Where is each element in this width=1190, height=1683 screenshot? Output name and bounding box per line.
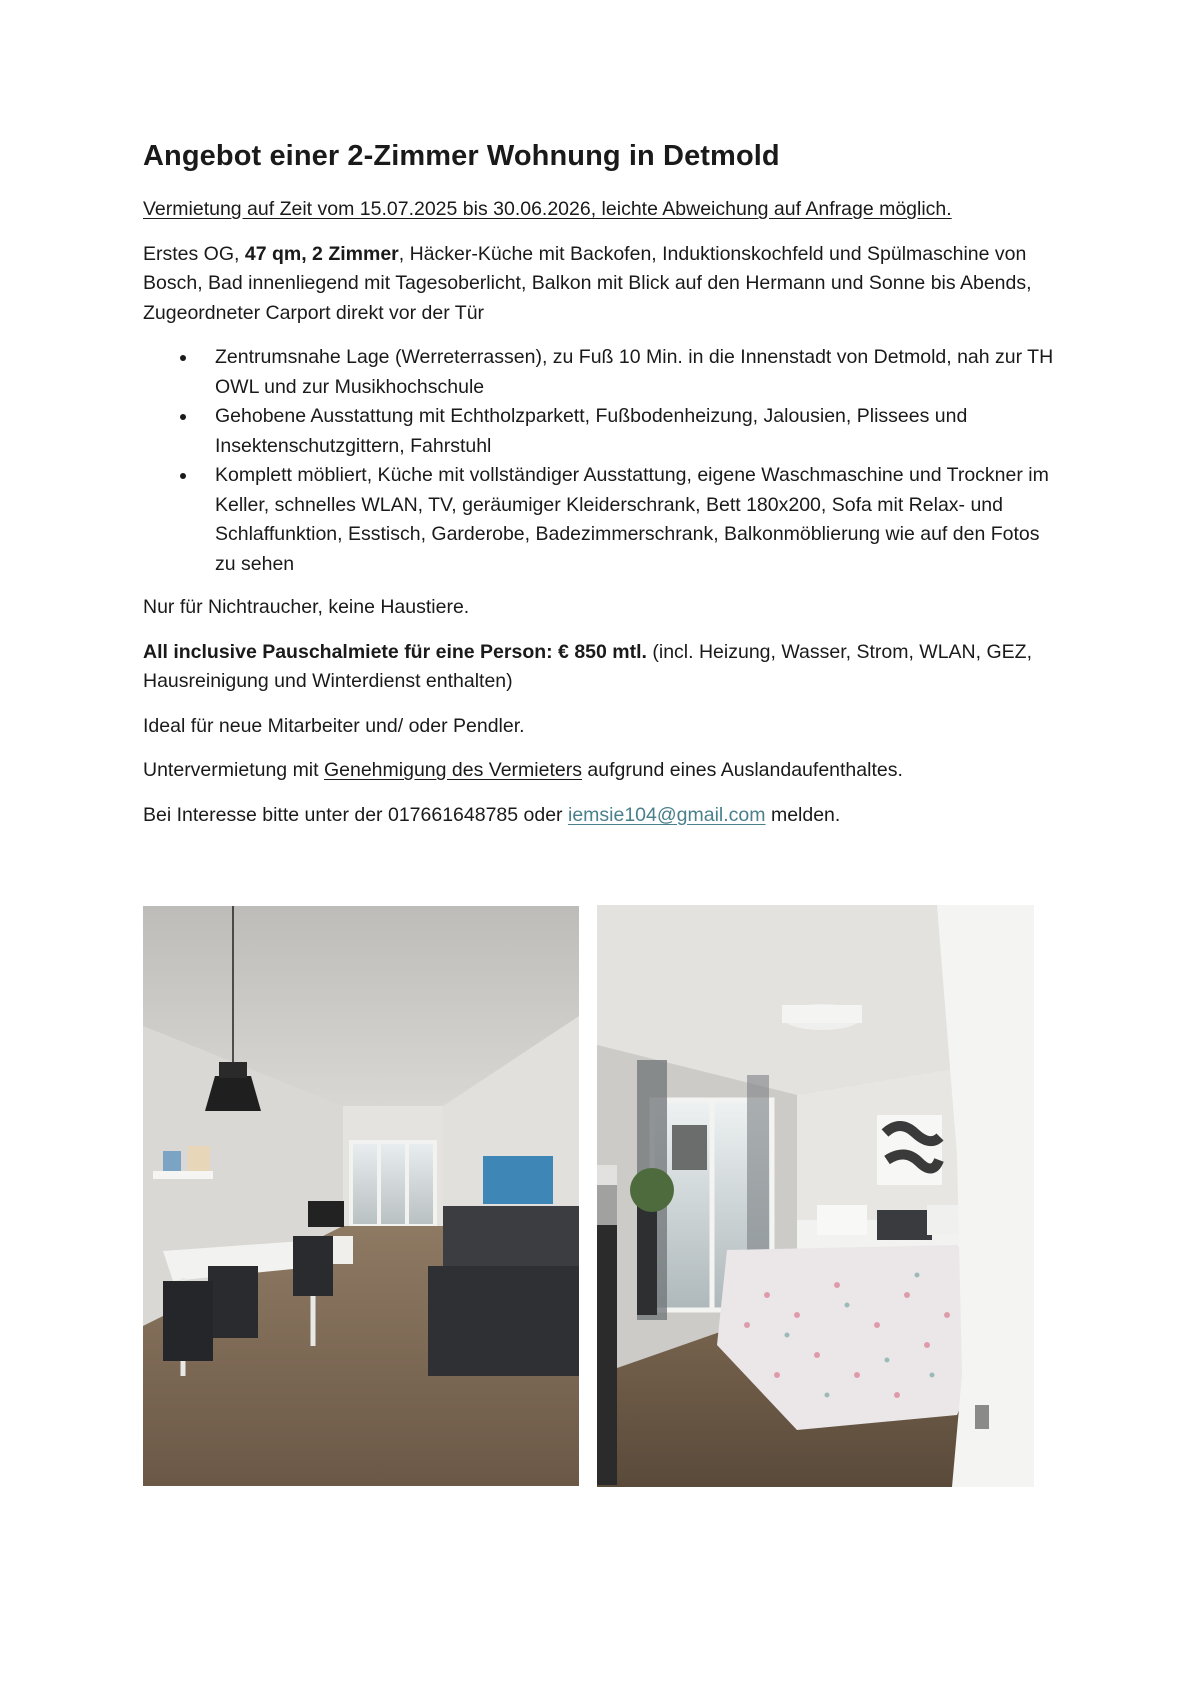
sublet-rest: aufgrund eines Auslandaufenthaltes.	[581, 759, 903, 781]
sublet-underlined: Genehmigung des Vermieters	[323, 759, 582, 781]
contact-prefix: Bei Interesse bitte unter der 017661648785 oder	[143, 803, 568, 826]
price-paragraph	[143, 638, 1063, 697]
intro-rest: , Häcker-Küche mit Backofen, Induktionskochfeld und Spülmaschine von Bosch, Bad innenliegend mit Tagesoberlicht, Balkon mit Blick auf den Hermann und Sonne bis Abends, Zugeordneter Carport direkt vor der Tür	[143, 242, 1032, 324]
ideal-note: Ideal für neue Mitarbeiter und/ oder Pendler.	[143, 714, 525, 737]
page-title: Angebot einer 2-Zimmer Wohnung in Detmold	[143, 140, 780, 172]
intro-bold: 47 qm, 2 Zimmer	[244, 242, 399, 265]
price-bold: All inclusive Pauschalmiete für eine Person: € 850 mtl.	[143, 640, 647, 663]
contact-paragraph	[143, 801, 1063, 831]
list-item: Gehobene Ausstattung mit Echtholzparkett, Fußbodenheizung, Jalousien, Plissees und Insektenschutzgittern, Fahrstuhl	[215, 402, 1063, 461]
list-item: Zentrumsnahe Lage (Werreterrassen), zu Fuß 10 Min. in die Innenstadt von Detmold, nah zur TH OWL und zur Musikhochschule	[215, 343, 1063, 402]
living-room-photo	[143, 906, 579, 1486]
email-link[interactable]: iemsie104@gmail.com	[567, 803, 766, 826]
sublet-prefix: Untervermietung mit	[143, 759, 324, 781]
no-smoking-note: Nur für Nichtraucher, keine Haustiere.	[143, 596, 470, 618]
sublet-paragraph	[143, 756, 1063, 786]
bedroom-photo	[597, 905, 1034, 1487]
price-rest: (incl. Heizung, Wasser, Strom, WLAN, GEZ, Hausreinigung und Winterdienst enthalten)	[143, 640, 1032, 692]
rental-period-text: Vermietung auf Zeit vom 15.07.2025 bis 30.06.2026, leichte Abweichung auf Anfrage möglich.	[143, 198, 952, 220]
intro-prefix: Erstes OG,	[143, 242, 245, 265]
document-content	[143, 140, 1063, 845]
feature-list	[143, 343, 1063, 579]
contact-rest: melden.	[765, 803, 841, 826]
intro-paragraph	[143, 240, 1063, 329]
rental-period	[143, 195, 1063, 225]
list-item: Komplett möbliert, Küche mit vollständiger Ausstattung, eigene Waschmaschine und Trockner im Keller, schnelles WLAN, TV, geräumiger Kleiderschrank, Bett 180x200, Sofa mit Relax- und Schlaffunktion, Esstisch, Garderobe, Badezimmerschrank, Balkonmöblierung wie auf den Fotos zu sehen	[215, 461, 1063, 579]
